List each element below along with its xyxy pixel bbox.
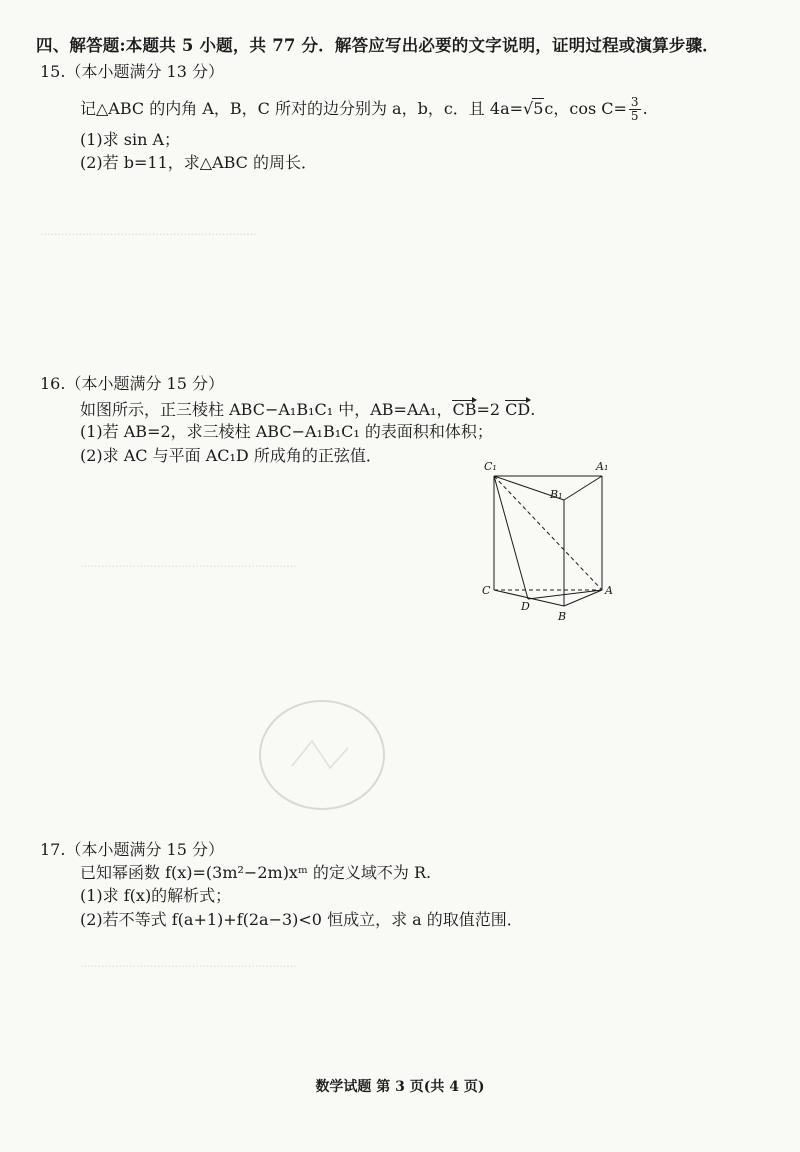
prism-figure [470,458,630,628]
q16-header: 16.（本小题满分 15 分） [40,374,224,393]
q16-stem: 如图所示，正三棱柱 ABC−A₁B₁C₁ 中，AB=AA₁，CB=2 CD. [80,400,536,419]
label-d: D [521,600,530,613]
q17-stem: 已知幂函数 f(x)=(3m²−2m)xᵐ 的定义域不为 R. [80,863,432,882]
vector-cb: CB [452,400,477,419]
bleed-through-text: ······························································ [80,960,297,973]
q15-part1: (1)求 sin A； [80,130,181,149]
q17-header: 17.（本小题满分 15 分） [40,840,224,859]
label-b: B [558,610,567,623]
q16-part2: (2)求 AC 与平面 AC₁D 所成角的正弦值． [80,446,382,465]
label-a: A [605,584,613,597]
q15-part2: (2)若 b=11，求△ABC 的周长． [80,153,318,172]
q17-part1: (1)求 f(x)的解析式； [80,886,232,905]
label-b1: B₁ [550,488,563,501]
faint-seal-bleed-through [252,696,392,814]
q17-part2: (2)若不等式 f(a+1)+f(2a−3)<0 恒成立，求 a 的取值范围． [80,910,523,929]
section-title: 四、解答题:本题共 5 小题，共 77 分．解答应写出必要的文字说明，证明过程或演算步骤． [36,36,720,55]
q15-stem: 记△ABC 的内角 A，B，C 所对的边分别为 a，b，c．且 4a=√5c，cos C= $\frac{3}{5}$ . [80,95,648,123]
label-c: C [482,584,491,597]
fraction: $\frac{3}{5}$ [630,95,639,123]
bleed-through-text: ······························································ [80,560,297,573]
q16-part1: (1)若 AB=2，求三棱柱 ABC−A₁B₁C₁ 的表面积和体积； [80,422,493,441]
page-footer: 数学试题 第 3 页(共 4 页) [315,1079,485,1095]
label-c1: C₁ [484,460,497,473]
q15-header: 15.（本小题满分 13 分） [40,62,224,81]
bleed-through-text: ······························································ [40,228,257,241]
vector-cd: CD [505,400,531,419]
label-a1: A₁ [596,460,609,473]
